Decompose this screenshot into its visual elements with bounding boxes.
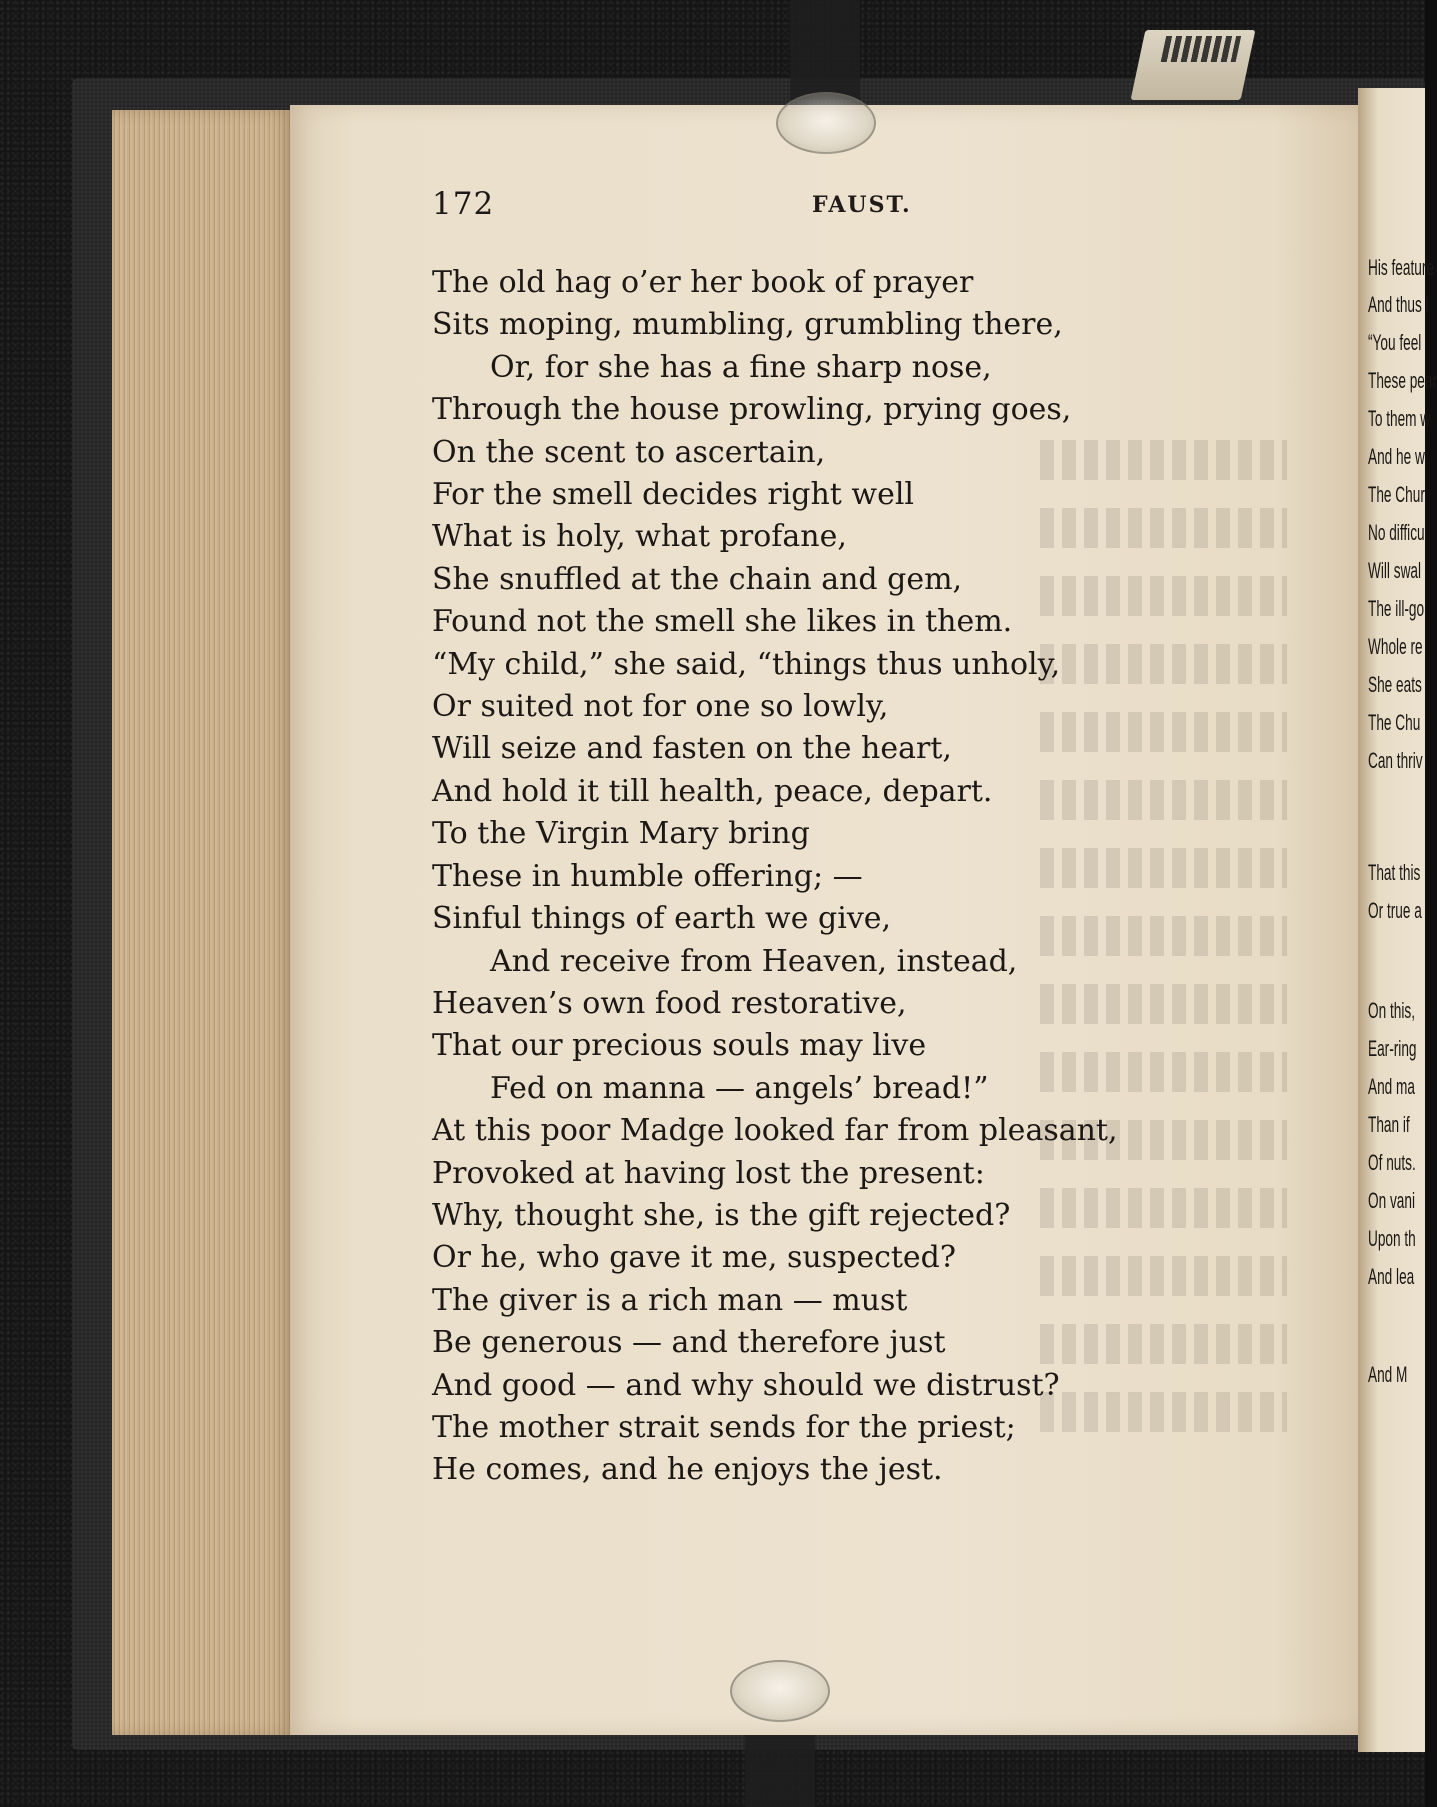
poem-line: The giver is a rich man — must <box>432 1282 908 1318</box>
running-title: FAUST. <box>812 192 912 218</box>
poem-line: To the Virgin Mary bring <box>432 816 810 852</box>
poem-line: Through the house prowling, prying goes, <box>432 392 1072 428</box>
poem-line: What is holy, what profane, <box>432 519 847 555</box>
poem-line: Will seize and fasten on the heart, <box>432 731 952 767</box>
facing-page-fragment: And lea <box>1368 1264 1415 1289</box>
facing-page-fragment: His feature <box>1368 255 1434 280</box>
bookmark-tab <box>1131 30 1256 100</box>
poem-line: And hold it till health, peace, depart. <box>432 773 993 809</box>
facing-page-fragment: These pear <box>1368 368 1437 393</box>
poem-text <box>432 262 1212 1492</box>
facing-page-fragment: Whole re <box>1368 634 1423 659</box>
page-edges <box>112 110 292 1735</box>
facing-page-fragment: Of nuts. <box>1368 1150 1416 1175</box>
poem-line: The mother strait sends for the priest; <box>432 1409 1016 1445</box>
poem-line: Why, thought she, is the gift rejected? <box>432 1197 1011 1233</box>
facing-page-fragment: She eats <box>1368 672 1422 697</box>
facing-page-fragment: Than if <box>1368 1112 1410 1137</box>
poem-line: She snuffled at the chain and gem, <box>432 561 963 597</box>
poem-line: For the smell decides right well <box>432 477 915 513</box>
scanner-strap-top <box>790 0 860 100</box>
poem-line: Be generous — and therefore just <box>432 1325 946 1361</box>
bookmark-tab-ink <box>1161 36 1242 62</box>
poem-line: Found not the smell she likes in them. <box>432 604 1013 640</box>
poem-line: “My child,” she said, “things thus unholy, <box>432 646 1061 682</box>
poem-line: The old hag o’er her book of prayer <box>432 265 974 300</box>
poem-line: Provoked at having lost the present: <box>432 1155 985 1191</box>
page-number: 172 <box>432 186 495 222</box>
facing-page-fragment: And thus l <box>1368 292 1429 317</box>
facing-page-fragment: The ill-go <box>1368 596 1425 621</box>
page-clip-bottom <box>730 1660 830 1722</box>
facing-page-fragment: To them w <box>1368 406 1431 431</box>
facing-page <box>1358 88 1437 1752</box>
poem-line: Sinful things of earth we give, <box>432 901 892 937</box>
facing-page-fragment: Will swal <box>1368 558 1422 583</box>
facing-page-fragment: Can thriv <box>1368 748 1423 773</box>
poem-line: And good — and why should we distrust? <box>432 1367 1060 1403</box>
poem-line: Or he, who gave it me, suspected? <box>432 1240 956 1276</box>
poem-line: Or, for she has a fine sharp nose, <box>490 349 992 385</box>
facing-page-fragment: The Chu <box>1368 710 1421 735</box>
facing-page-fragment: That this <box>1368 860 1421 885</box>
facing-page-fragment: Ear-ring <box>1368 1036 1417 1061</box>
poem-line: Fed on manna — angels’ bread!” <box>490 1070 989 1106</box>
poem-line: He comes, and he enjoys the jest. <box>432 1452 943 1488</box>
poem-line: Sits moping, mumbling, grumbling there, <box>432 307 1063 343</box>
facing-page-fragment: On this, <box>1368 998 1416 1023</box>
facing-page-fragment: No difficu <box>1368 520 1425 545</box>
poem-line: These in humble offering; — <box>432 858 863 894</box>
poem-line: Or suited not for one so lowly, <box>432 689 889 725</box>
facing-page-fragment: The Chur <box>1368 482 1425 507</box>
poem-line: On the scent to ascertain, <box>432 434 826 470</box>
poem-line: Heaven’s own food restorative, <box>432 985 907 1021</box>
facing-page-fragment: And ma <box>1368 1074 1416 1099</box>
facing-page-fragment: And M <box>1368 1362 1408 1387</box>
facing-page-fragment: Or true a <box>1368 898 1422 923</box>
facing-page-fragment: “You feel <box>1368 330 1422 355</box>
page-clip-top <box>776 92 876 154</box>
facing-page-fragment: On vani <box>1368 1188 1416 1213</box>
facing-page-fragment: And he w <box>1368 444 1425 469</box>
poem-line: And receive from Heaven, instead, <box>490 943 1018 979</box>
facing-page-fragment: Upon th <box>1368 1226 1416 1251</box>
poem-line: That our precious souls may live <box>432 1028 927 1064</box>
poem-line: At this poor Madge looked far from pleasant, <box>432 1113 1118 1149</box>
page-header <box>432 186 1132 226</box>
